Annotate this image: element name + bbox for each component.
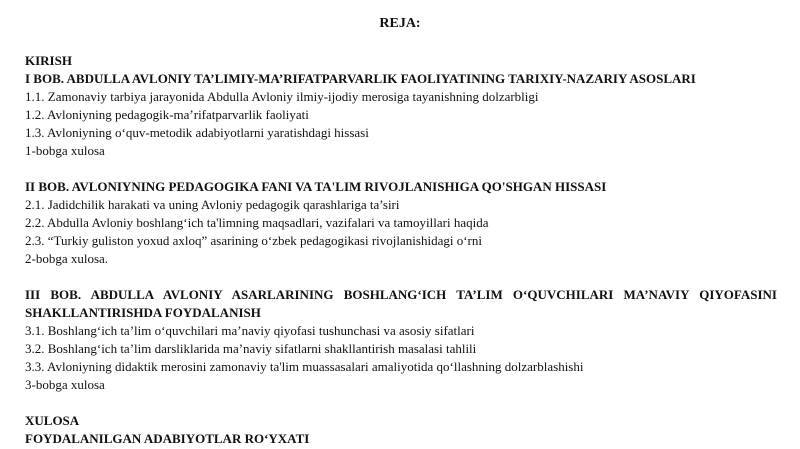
page-title: REJA: (379, 16, 421, 31)
chapter2-item-1: 2.1. Jadidchilik harakati va uning Avloniy pedagogik qarashlariga ta’siri (25, 197, 400, 212)
spacer (25, 160, 777, 178)
conclusion-heading: XULOSA (25, 413, 80, 428)
chapter2-item-3: 2.3. “Turkiy guliston yoxud axloq” asarining o‘zbek pedagogikasi rivojlanishidagi o‘rni (25, 233, 482, 248)
chapter1-item-1: 1.1. Zamonaviy tarbiya jarayonida Abdulla Avloniy ilmiy-ijodiy merosiga tayanishning dolzarbligi (25, 89, 539, 104)
spacer (25, 268, 777, 286)
chapter2-conclusion: 2-bobga xulosa. (25, 251, 109, 266)
chapter1-heading: I BOB. ABDULLA AVLONIY TA’LIMIY-MA’RIFATPARVARLIK FAOLIYATINING TARIXIY-NAZARIY ASOSLARI (25, 71, 696, 86)
chapter1-item-3: 1.3. Avloniyning o‘quv-metodik adabiyotlarni yaratishdagi hissasi (25, 125, 369, 140)
chapter2-item-2: 2.2. Abdulla Avloniy boshlang‘ich ta'limning maqsadlari, vazifalari va tamoyillari haqida (25, 215, 489, 230)
chapter1-conclusion: 1-bobga xulosa (25, 143, 105, 158)
references-heading: FOYDALANILGAN ADABIYOTLAR RO‘YXATI (25, 431, 310, 446)
chapter3-item-2: 3.2. Boshlang‘ich ta’lim darsliklarida ma’naviy sifatlarni shakllantirish masalasi tahlili (25, 341, 477, 356)
chapter3-conclusion: 3-bobga xulosa (25, 377, 105, 392)
chapter2-heading: II BOB. AVLONIYNING PEDAGOGIKA FANI VA TA'LIM RIVOJLANISHIGA QO'SHGAN HISSASI (25, 179, 607, 194)
chapter3-heading-line2: SHAKLLANTIRISHDA FOYDALANISH (25, 305, 261, 320)
chapter3-heading-line1: III BOB. ABDULLA AVLONIY ASARLARINING BOSHLANG‘ICH TA’LIM O‘QUVCHILARI MA’NAVIY QIYOFASINI (25, 287, 777, 302)
chapter3-item-1: 3.1. Boshlang‘ich ta’lim o‘quvchilari ma’naviy qiyofasi tushunchasi va asosiy sifatlari (25, 323, 475, 338)
chapter3-item-3: 3.3. Avloniyning didaktik merosini zamonaviy ta'lim muassasalari amaliyotida qo‘llashning dolzarblashishi (25, 359, 584, 374)
table-of-contents (25, 52, 777, 448)
chapter1-item-2: 1.2. Avloniyning pedagogik-ma’rifatparvarlik faoliyati (25, 107, 309, 122)
intro-heading: KIRISH (25, 53, 72, 68)
spacer (25, 394, 777, 412)
